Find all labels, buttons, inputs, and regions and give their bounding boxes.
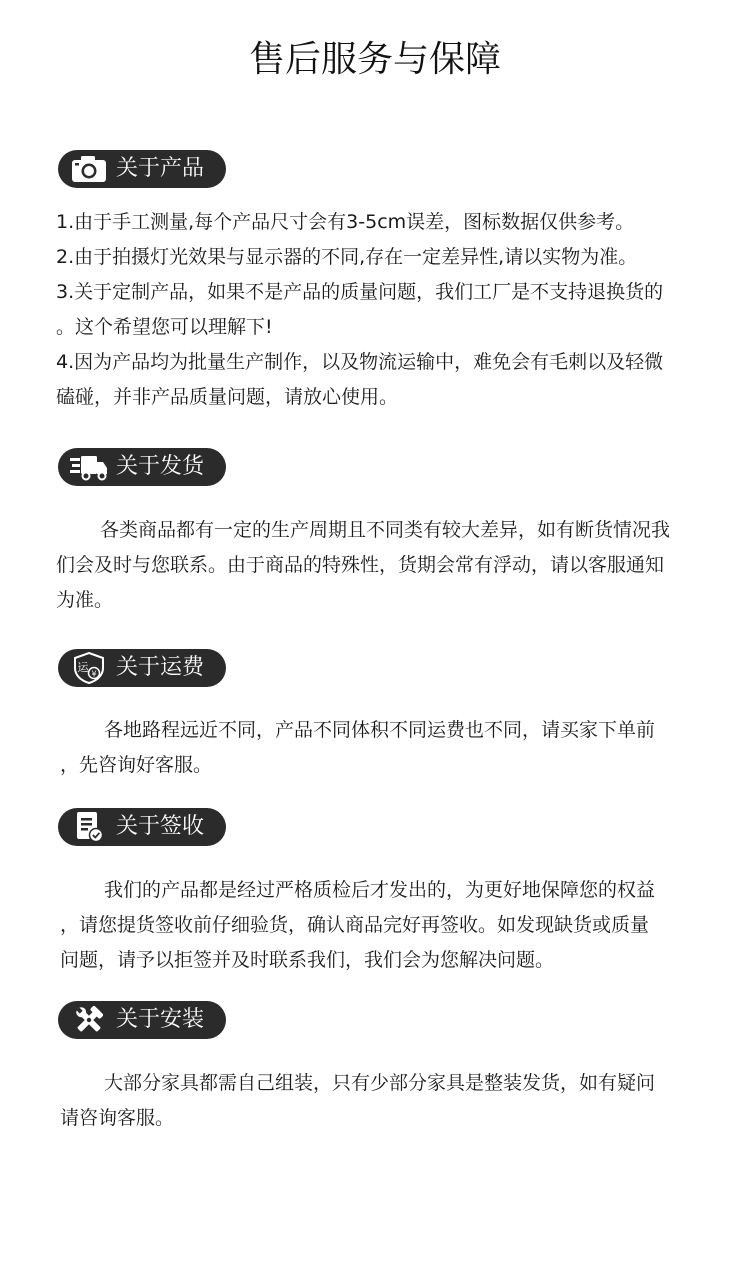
- page-title: 售后服务与保障: [248, 39, 501, 80]
- section-heading-label: 关于产品: [116, 156, 205, 181]
- section-body-installation: [60, 1066, 655, 1136]
- paragraph-line: 3.关于定制产品，如果不是产品的质量问题，我们工厂是不支持退换货的: [56, 281, 664, 303]
- delivery-truck-icon: [70, 451, 108, 483]
- section-heading-shipping-fee: [58, 649, 226, 687]
- section-heading-label: 关于发货: [116, 454, 205, 479]
- section-body-product: [56, 205, 663, 415]
- tools-wrench-icon: [70, 1004, 108, 1036]
- paragraph-line: ，请您提货签收前仔细验货，确认商品完好再签收。如发现缺货或质量: [60, 914, 650, 936]
- section-heading-sign-receipt: [58, 808, 226, 846]
- shield-glyph: 运: [77, 661, 89, 674]
- section-heading-label: 关于签收: [116, 814, 205, 839]
- paragraph-line: 们会及时与您联系。由于商品的特殊性，货期会常有浮动，请以客服通知: [56, 554, 665, 576]
- paragraph-line: 大部分家具都需自己组装，只有少部分家具是整装发货，如有疑问: [104, 1072, 656, 1094]
- paragraph-line: 请咨询客服。: [60, 1107, 175, 1129]
- paragraph-line: 磕碰，并非产品质量问题，请放心使用。: [56, 386, 399, 408]
- paragraph-line: 各地路程远近不同，产品不同体积不同运费也不同，请买家下单前: [104, 719, 656, 741]
- paragraph-line: 为准。: [56, 589, 114, 611]
- paragraph-line: 4.因为产品均为批量生产制作，以及物流运输中，难免会有毛刺以及轻微: [56, 351, 664, 373]
- paragraph-line: 各类商品都有一定的生产周期且不同类有较大差异，如有断货情况我: [100, 519, 671, 541]
- receipt-check-icon: [70, 811, 108, 843]
- section-heading-product: [58, 150, 226, 188]
- section-body-sign-receipt: [60, 873, 655, 978]
- paragraph-line: 。这个希望您可以理解下!: [56, 316, 273, 338]
- section-heading-label: 关于安装: [116, 1007, 205, 1032]
- section-body-shipping-fee: [60, 713, 655, 783]
- section-heading-installation: [58, 1001, 226, 1039]
- paragraph-line: 我们的产品都是经过严格质检后才发出的，为更好地保障您的权益: [104, 879, 656, 901]
- paragraph-line: 问题，请予以拒签并及时联系我们，我们会为您解决问题。: [60, 949, 555, 971]
- section-body-delivery: [56, 513, 670, 618]
- section-heading-label: 关于运费: [116, 655, 205, 680]
- paragraph-line: 2.由于拍摄灯光效果与显示器的不同,存在一定差异性,请以实物为准。: [56, 246, 638, 268]
- shipping-fee-shield-icon: [70, 652, 108, 684]
- paragraph-line: ，先咨询好客服。: [60, 754, 213, 776]
- paragraph-line: 1.由于手工测量,每个产品尺寸会有3-5cm误差，图标数据仅供参考。: [56, 211, 635, 233]
- section-heading-delivery: [58, 448, 226, 486]
- yen-glyph: ¥: [91, 669, 97, 679]
- camera-icon: [70, 153, 108, 185]
